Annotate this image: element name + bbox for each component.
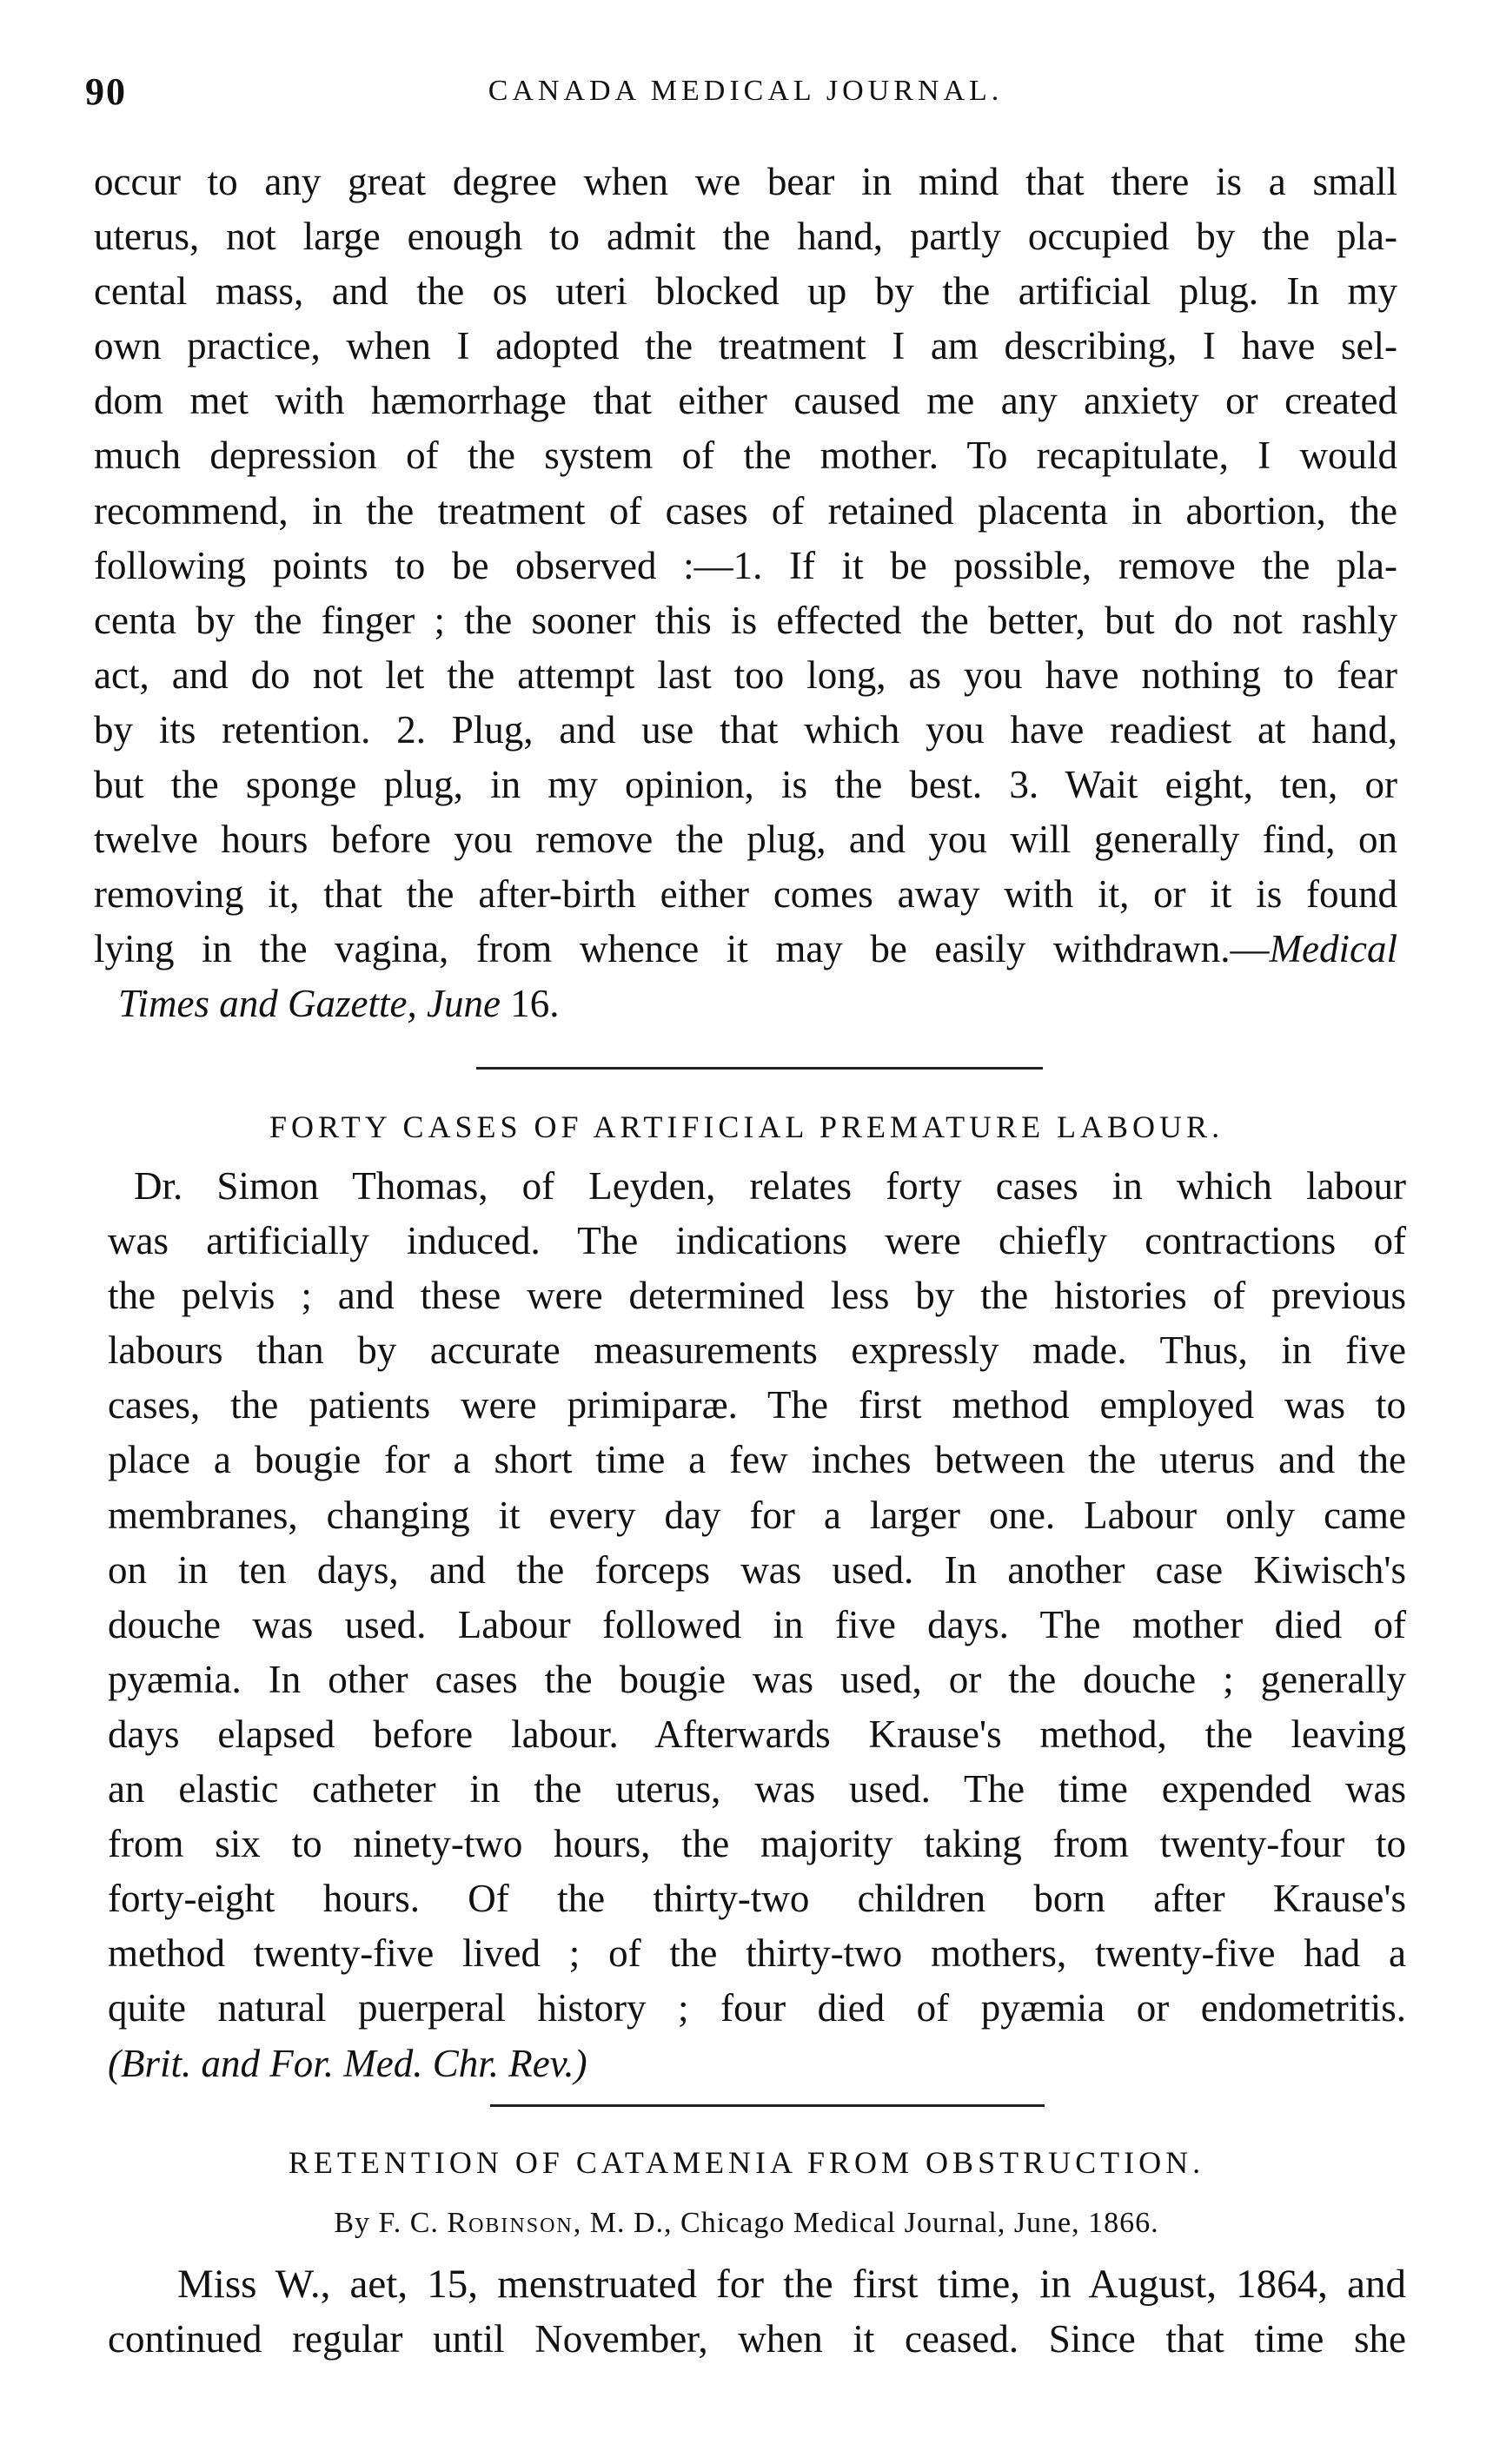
text-line: removing it, that the after-birth either comes away with it, or it is found [94,872,1397,917]
running-title: CANADA MEDICAL JOURNAL. [488,75,1004,107]
section-body [108,1159,1406,2091]
section-divider [490,2104,1045,2107]
text-line: place a bougie for a short time a few inches between the uterus and the [108,1438,1406,1482]
byline-author: Robinson [447,2207,574,2239]
citation-italic: Medical [1269,927,1397,971]
page-number: 90 [85,70,127,113]
text-line: by its retention. 2. Plug, and use that which you have readiest at hand, [94,707,1397,752]
text-line: centa by the finger ; the sooner this is effected the better, but do not rashly [94,598,1397,642]
text-line: twelve hours before you remove the plug, and you will generally find, on [94,818,1397,862]
text-line-with-citation [94,922,1397,977]
continuation-paragraph [94,155,1397,1032]
text-line: following points to be observed :—1. If it be possible, remove the pla- [94,543,1397,587]
text-line: own practice, when I adopted the treatment I am describing, I have sel- [94,324,1397,368]
text-line: membranes, changing it every day for a larger one. Labour only came [108,1493,1406,1537]
text-line: occur to any great degree when we bear in mind that there is a small [94,160,1397,203]
citation-date: 16. [500,982,560,1026]
text-line: the pelvis ; and these were determined less by the histories of previous [108,1274,1406,1318]
byline-prefix: By F. C. [334,2207,448,2239]
text-line: was artificially induced. The indications were chiefly contractions of [108,1219,1406,1263]
text-line: pyæmia. In other cases the bougie was used, or the douche ; generally [108,1657,1406,1701]
text-line: dom met with hæmorrhage that either caused me any anxiety or created [94,379,1397,423]
text-line: an elastic catheter in the uterus, was used. The time expended was [108,1767,1406,1812]
article-byline [87,2207,1406,2240]
text-line: on in ten days, and the forceps was used. In another case Kiwisch's [108,1547,1406,1592]
citation-line [94,977,1397,1031]
text-line: days elapsed before labour. Afterwards Krause's method, the leaving [108,1712,1406,1756]
citation-italic: Times and Gazette, June [118,982,501,1026]
section-heading: FORTY CASES OF ARTIFICIAL PREMATURE LABOUR. [269,1109,1224,1144]
text-fragment: lying in the vagina, from whence it may be easily withdrawn.— [94,927,1270,971]
text-line: much depression of the system of the mother. To recapitulate, I would [94,434,1397,478]
byline-rest: , M. D., Chicago Medical Journal, June, 1866. [573,2207,1159,2239]
text-line: cases, the patients were primiparæ. The first method employed was to [108,1383,1406,1427]
text-line: cental mass, and the os uteri blocked up by the artificial plug. In my [94,269,1397,314]
text-line: labours than by accurate measurements expressly made. Thus, in five [108,1328,1406,1373]
section-body [108,2257,1406,2367]
text-line: method twenty-five lived ; of the thirty-two mothers, twenty-five had a [108,1931,1406,1976]
text-line: recommend, in the treatment of cases of retained placenta in abortion, the [94,488,1397,533]
text-line: Dr. Simon Thomas, of Leyden, relates forty cases in which labour [134,1164,1406,1208]
text-line: douche was used. Labour followed in five days. The mother died of [108,1602,1406,1646]
text-line: from six to ninety-two hours, the majority taking from twenty-four to [108,1822,1406,1866]
text-line: continued regular until November, when it ceased. Since that time she [108,2317,1406,2361]
text-line: act, and do not let the attempt last too long, as you have nothing to fear [94,652,1397,697]
text-line: uterus, not large enough to admit the hand, partly occupied by the pla- [94,215,1397,259]
text-line: but the sponge plug, in my opinion, is the best. 3. Wait eight, ten, or [94,763,1397,807]
citation-line: (Brit. and For. Med. Chr. Rev.) [108,2041,587,2085]
text-line: forty-eight hours. Of the thirty-two children born after Krause's [108,1877,1406,1921]
text-line: Miss W., aet, 15, menstruated for the first time, in August, 1864, and [177,2262,1406,2307]
section-heading: RETENTION OF CATAMENIA FROM OBSTRUCTION. [288,2145,1205,2180]
page-header [85,70,1406,122]
text-line: quite natural puerperal history ; four died of pyæmia or endometritis. [108,1986,1406,2030]
section-divider [476,1067,1043,1070]
